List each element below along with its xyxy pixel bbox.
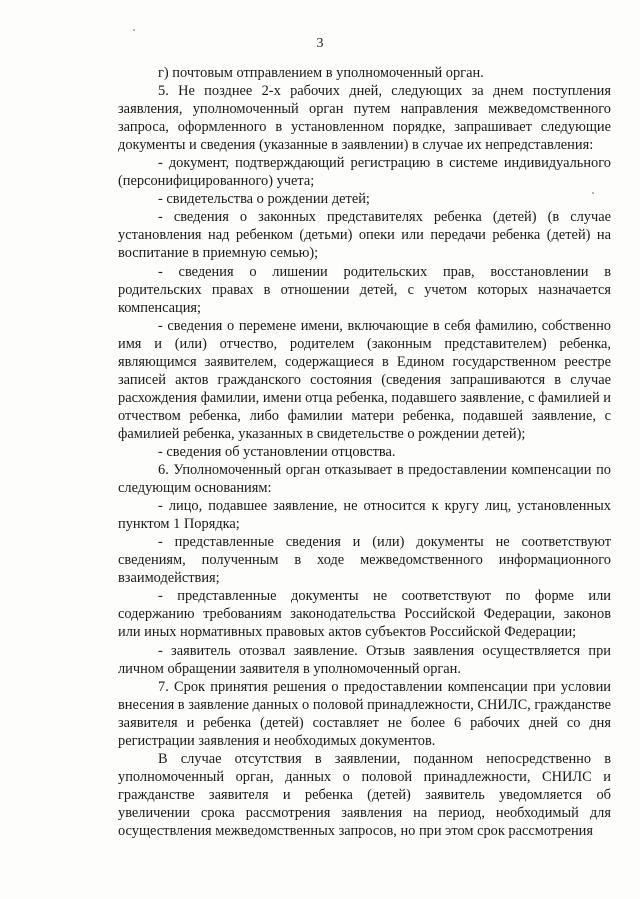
list-item-legal-representatives: - сведения о законных представителях ребенка (детей) (в случае установления над ребенком (детьми) опеки или передачи ребенка (детей) на воспитание в приемную семью);: [118, 209, 611, 262]
paragraph-item-7: 7. Срок принятия решения о предоставлении компенсации при условии внесения в заявление данных о половой принадлежности, СНИЛС, гражданстве заявителя и ребенка (детей) составляет не более 6 рабочих дней со дня регистрации заявления и необходимых документов.: [118, 678, 611, 749]
list-item-refusal-withdrawn: - заявитель отозвал заявление. Отзыв заявления осуществляется при личном обращении заявителя в уполномоченный орган.: [118, 642, 611, 677]
list-item-refusal-eligibility: - лицо, подавшее заявление, не относится к кругу лиц, установленных пунктом 1 Порядка;: [118, 498, 611, 533]
scan-speck: [133, 29, 135, 31]
list-item-birth-certificates: - свидетельства о рождении детей;: [158, 191, 370, 208]
list-item-refusal-mismatch: - представленные сведения и (или) документы не соответствуют сведениям, полученным в ходе межведомственного информационного взаимодействия;: [118, 534, 611, 587]
list-item-refusal-form: - представленные документы не соответствуют по форме или содержанию требованиям законодательства Российской Федерации, законов или иных нормативных правовых актов субъектов Российской Федерации;: [118, 588, 611, 641]
paragraph-item-5: 5. Не позднее 2-х рабочих дней, следующих за днем поступления заявления, уполномоченный орган путем направления межведомственного запроса, оформленного в установленном порядке, запрашивает следующие документы и сведения (указанные в заявлении) в случае их непредставления:: [118, 83, 611, 154]
list-item-name-change: - сведения о перемене имени, включающие в себя фамилию, собственно имя и (или) отчество, родителем (законным представителем) ребенка, являющимся заявителем, содержащиеся в Едином государственном реестре записей актов гражданского состояния (сведения запрашиваются в случае расхождения фамилии, имени отца ребенка, подавшего заявление, с фамилией и отчеством ребенка, либо фамилии матери ребенка, подавшей заявление, с фамилией ребенка, указанных в свидетельстве о рождении детей);: [118, 317, 611, 442]
list-item-paternity: - сведения об установлении отцовства.: [158, 443, 396, 460]
list-item-parental-rights: - сведения о лишении родительских прав, восстановлении в родительских правах в отношении детей, с учетом которых назначается компенсация;: [118, 263, 611, 316]
list-item-registration-document: - документ, подтверждающий регистрацию в системе индивидуального (персонифицированного) учета;: [118, 155, 611, 190]
paragraph-item-6: 6. Уполномоченный орган отказывает в предоставлении компенсации по следующим основаниям:: [118, 462, 611, 497]
paragraph-item-7-continuation: В случае отсутствия в заявлении, поданном непосредственно в уполномоченный орган, данных о половой принадлежности, СНИЛС и гражданстве заявителя и ребенка (детей) заявитель уведомляется об увеличении срока рассмотрения заявления на период, необходимый для осуществления межведомственных запросов, но при этом срок рассмотрения: [118, 750, 611, 839]
page-number: 3: [316, 36, 324, 51]
document-body: [118, 64, 611, 840]
paragraph-item-g-postal: г) почтовым отправлением в уполномоченный орган.: [158, 65, 484, 81]
